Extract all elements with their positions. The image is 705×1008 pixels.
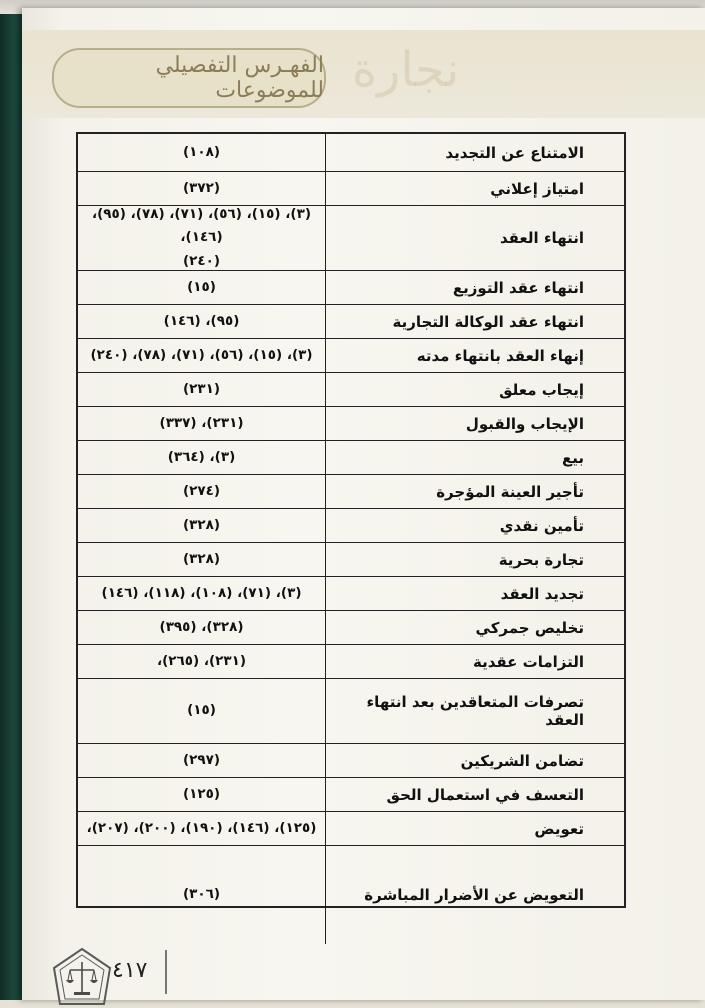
footer-divider <box>165 950 167 994</box>
table-cell-refs: (٣٢٨) <box>78 543 326 577</box>
page-number: ٤١٧ <box>112 958 148 983</box>
index-table <box>76 132 626 908</box>
table-cell-refs: (١٥) <box>78 271 326 305</box>
table-cell-refs: (١٢٥)، (١٤٦)، (١٩٠)، (٢٠٠)، (٢٠٧)، <box>78 812 326 846</box>
table-cell-refs: (٣)، (١٥)، (٥٦)، (٧١)، (٧٨)، (٩٥)، (١٤٦)، (٢٤٠) <box>78 206 326 271</box>
table-cell-refs: (٢٣١)، (٢٦٥)، <box>78 645 326 679</box>
page-title: الفهـرس التفصيلي للموضوعات <box>155 53 324 103</box>
table-cell-term: انتهاء العقد <box>326 206 624 271</box>
table-cell-term: التزامات عقدية <box>326 645 624 679</box>
table-cell-term: تجديد العقد <box>326 577 624 611</box>
table-cell-term: امتياز إعلاني <box>326 172 624 206</box>
table-cell-refs: (٩٥)، (١٤٦) <box>78 305 326 339</box>
header-watermark: نجارة <box>352 42 460 98</box>
table-cell-term: تعويض <box>326 812 624 846</box>
table-cell-refs: (٢٩٧) <box>78 744 326 778</box>
table-cell-refs: (٢٧٤) <box>78 475 326 509</box>
table-cell-refs: (٣)، (٣٦٤) <box>78 441 326 475</box>
table-cell-refs: (٢٣١) <box>78 373 326 407</box>
table-cell-term: التعويض عن الأضرار المباشرة <box>364 886 584 904</box>
table-cell-refs: (٣٢٨)، (٣٩٥) <box>78 611 326 645</box>
table-cell-term: تضامن الشريكين <box>326 744 624 778</box>
table-cell-term: التعسف في استعمال الحق <box>326 778 624 812</box>
table-cell-term: تجارة بحرية <box>326 543 624 577</box>
table-cell-term: بيع <box>326 441 624 475</box>
table-cell-refs: (١٥) <box>78 679 326 744</box>
table-cell-refs: (٣٧٢) <box>78 172 326 206</box>
table-cell-term: تصرفات المتعاقدين بعد انتهاء العقد <box>326 679 624 744</box>
table-cell-term: انتهاء عقد التوزيع <box>326 271 624 305</box>
book-binding <box>0 0 24 1000</box>
table-cell-term: تأجير العينة المؤجرة <box>326 475 624 509</box>
table-cell-term: تخليص جمركي <box>326 611 624 645</box>
table-cell-term: انتهاء عقد الوكالة التجارية <box>326 305 624 339</box>
table-cell-term: إنهاء العقد بانتهاء مدته <box>326 339 624 373</box>
table-cell-refs: (٣٢٨) <box>78 509 326 543</box>
header-title-frame <box>52 48 326 108</box>
table-cell-refs: (٣)، (١٥)، (٥٦)، (٧١)، (٧٨)، (٢٤٠) <box>78 339 326 373</box>
table-cell-refs: (١٠٨) <box>78 134 326 172</box>
table-cell-term: تأمين نقدي <box>326 509 624 543</box>
table-cell-term: الإيجاب والقبول <box>326 407 624 441</box>
table-cell-term: إيجاب معلق <box>326 373 624 407</box>
table-cell-refs: (٣)، (٧١)، (١٠٨)، (١١٨)، (١٤٦) <box>78 577 326 611</box>
table-cell-refs: (٢٣١)، (٣٣٧) <box>78 407 326 441</box>
table-cell-term: الامتناع عن التجديد <box>326 134 624 172</box>
table-cell-refs: (٣٠٦) <box>78 846 326 944</box>
emblem-seal-icon <box>50 946 114 1008</box>
table-cell-refs: (١٢٥) <box>78 778 326 812</box>
